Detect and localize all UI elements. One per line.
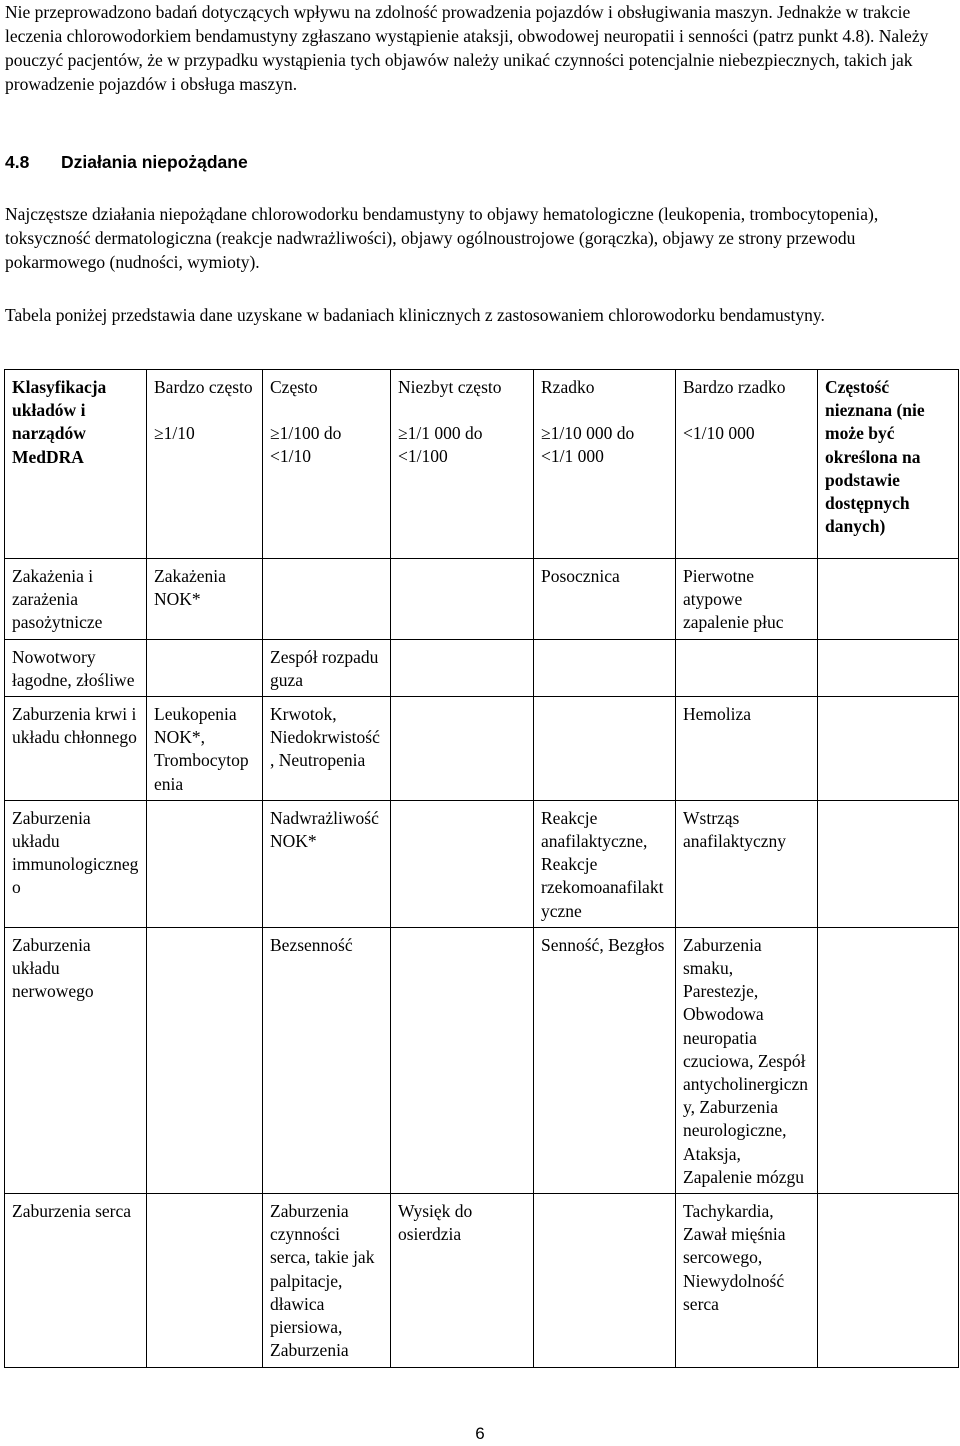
cell-very-rare: Pierwotne atypowe zapalenie płuc [676, 559, 818, 640]
cell-unknown [818, 559, 959, 640]
header-uncommon-range: ≥1/1 000 do <1/100 [398, 423, 483, 467]
cell-unknown [818, 639, 959, 696]
section-heading [5, 150, 248, 174]
cell-rare [534, 639, 676, 696]
table-intro-paragraph: Tabela poniżej przedstawia dane uzyskane w badaniach klinicznych z zastosowaniem chlorowodorku bendamustyny. [5, 305, 825, 325]
cell-very-common [147, 800, 263, 927]
cell-common: Zespół rozpadu guza [263, 639, 391, 696]
page-number: 6 [475, 1424, 485, 1443]
table-row [5, 697, 959, 801]
cell-rare: Reakcje anafilaktyczne, Reakcje rzekomoanafilaktyczne [534, 800, 676, 927]
header-very-rare-label: Bardzo rzadko [683, 377, 786, 397]
cell-soc: Zaburzenia układu immunologicznego [5, 800, 147, 927]
table-header-row [5, 370, 959, 559]
adverse-effects-paragraph: Najczęstsze działania niepożądane chlorowodorku bendamustyny to objawy hematologiczne (leukopenia, trombocytopenia), toksyczność dermatologiczna (reakcje nadwrażliwości), objawy ogólnoustrojowe (gorączka), objawy ze strony przewodu pokarmowego (nudności, wymioty). [5, 204, 879, 272]
cell-rare: Senność, Bezgłos [534, 927, 676, 1193]
cell-common: Krwotok, Niedokrwistość, Neutropenia [263, 697, 391, 801]
cell-very-rare: Hemoliza [676, 697, 818, 801]
header-unknown: Częstość nieznana (nie może być określona na podstawie dostępnych danych) [818, 370, 959, 559]
cell-very-rare: Tachykardia, Zawał mięśnia sercowego, Niewydolność serca [676, 1194, 818, 1367]
header-uncommon-label: Niezbyt często [398, 377, 502, 397]
section-number: 4.8 [5, 152, 30, 172]
header-soc: Klasyfikacja układów i narządów MedDRA [5, 370, 147, 559]
header-very-rare-range: <1/10 000 [683, 423, 755, 444]
cell-rare: Posocznica [534, 559, 676, 640]
table-row [5, 800, 959, 927]
cell-unknown [818, 1194, 959, 1367]
section-title: Działania niepożądane [61, 152, 248, 172]
header-uncommon [391, 370, 534, 559]
cell-common [263, 559, 391, 640]
cell-very-rare: Wstrząs anafilaktyczny [676, 800, 818, 927]
cell-soc: Zaburzenia serca [5, 1194, 147, 1367]
header-rare-label: Rzadko [541, 377, 595, 397]
table-row [5, 927, 959, 1193]
cell-unknown [818, 800, 959, 927]
header-common-label: Często [270, 377, 318, 397]
cell-soc: Zaburzenia krwi i układu chłonnego [5, 697, 147, 801]
cell-soc: Zakażenia i zarażenia pasożytnicze [5, 559, 147, 640]
header-rare [534, 370, 676, 559]
header-common [263, 370, 391, 559]
cell-uncommon [391, 559, 534, 640]
cell-very-common: Leukopenia NOK*, Trombocytopenia [147, 697, 263, 801]
cell-uncommon [391, 639, 534, 696]
header-very-common [147, 370, 263, 559]
header-very-rare [676, 370, 818, 559]
cell-soc: Zaburzenia układu nerwowego [5, 927, 147, 1193]
cell-very-common [147, 639, 263, 696]
header-very-common-range: ≥1/10 [154, 423, 195, 444]
cell-very-rare: Zaburzenia smaku, Parestezje, Obwodowa neuropatia czuciowa, Zespół antycholinergiczny, Zaburzenia neurologiczne, Ataksja, Zapalenie mózgu [676, 927, 818, 1193]
cell-uncommon [391, 697, 534, 801]
cell-very-rare [676, 639, 818, 696]
cell-unknown [818, 927, 959, 1193]
table-row [5, 1194, 959, 1367]
cell-uncommon [391, 927, 534, 1193]
cell-rare [534, 1194, 676, 1367]
header-very-common-label: Bardzo często [154, 377, 253, 397]
cell-common: Zaburzenia czynności serca, takie jak palpitacje, dławica piersiowa, Zaburzenia [263, 1194, 391, 1367]
cell-very-common [147, 927, 263, 1193]
header-rare-range: ≥1/10 000 do <1/1 000 [541, 423, 635, 467]
cell-very-common [147, 1194, 263, 1367]
cell-soc: Nowotwory łagodne, złośliwe [5, 639, 147, 696]
cell-uncommon [391, 800, 534, 927]
cell-common: Nadwrażliwość NOK* [263, 800, 391, 927]
cell-uncommon: Wysięk do osierdzia [391, 1194, 534, 1367]
adverse-reactions-table [4, 369, 959, 1368]
table-row [5, 559, 959, 640]
cell-very-common: Zakażenia NOK* [147, 559, 263, 640]
cell-rare [534, 697, 676, 801]
intro-paragraph: Nie przeprowadzono badań dotyczących wpływu na zdolność prowadzenia pojazdów i obsługiwania maszyn. Jednakże w trakcie leczenia chlorowodorkiem bendamustyny zgłaszano wystąpienie ataksji, obwodowej neuropatii i senności (patrz punkt 4.8). Należy pouczyć pacjentów, że w przypadku wystąpienia tych objawów należy unikać czynności potencjalnie niebezpiecznych, takich jak prowadzenie pojazdów i obsługa maszyn. [5, 2, 929, 94]
cell-common: Bezsenność [263, 927, 391, 1193]
table-row [5, 639, 959, 696]
header-common-range: ≥1/100 do <1/10 [270, 423, 342, 467]
cell-unknown [818, 697, 959, 801]
